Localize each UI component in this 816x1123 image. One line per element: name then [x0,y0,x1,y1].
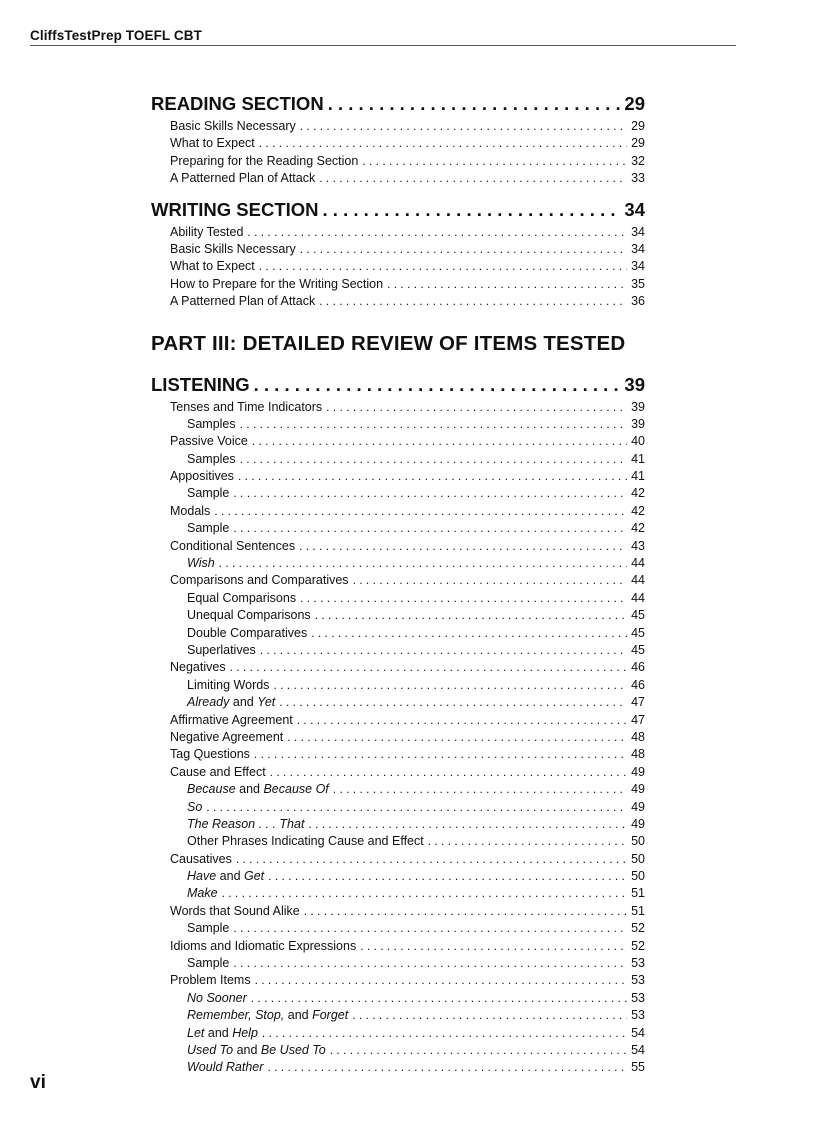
entry-label: Basic Skills Necessary [170,241,296,256]
entry-page: 36 [631,294,645,309]
entry-page: 52 [631,921,645,936]
entry-label: Limiting Words [187,677,270,692]
toc-entry [151,590,645,607]
entry-page: 45 [631,625,645,640]
entry-label: Already and Yet [187,695,276,710]
entry-label: Sample [187,921,230,936]
dot-leader [315,607,627,624]
dot-leader [255,972,628,989]
toc-entry [151,694,645,711]
entry-page: 46 [631,660,645,675]
dot-leader [254,371,621,399]
toc-section-reading [151,90,645,118]
entry-page: 50 [631,869,645,884]
entry-label: Preparing for the Reading Section [170,153,359,168]
toc-entry [151,781,645,798]
entry-page: 42 [631,486,645,501]
toc-entry [151,625,645,642]
dot-leader [287,729,627,746]
entry-label: Idioms and Idiomatic Expressions [170,938,357,953]
entry-page: 33 [631,171,645,186]
entry-page: 40 [631,434,645,449]
entry-page: 50 [631,834,645,849]
toc-entry [151,938,645,955]
dot-leader [333,781,627,798]
entry-label: Affirmative Agreement [170,712,293,727]
dot-leader [233,955,627,972]
toc-entry [151,520,645,537]
entry-label: Tag Questions [170,747,250,762]
toc-entry [151,399,645,416]
entry-page: 53 [631,1008,645,1023]
toc-entry [151,276,645,293]
entry-label: Superlatives [187,642,256,657]
dot-leader [219,555,627,572]
entry-label: Make [187,886,218,901]
toc-entry [151,885,645,902]
toc-entry [151,955,645,972]
toc-entry [151,538,645,555]
dot-leader [259,258,627,275]
entry-label: Have and Get [187,869,265,884]
toc-entry [151,258,645,275]
dot-leader [251,990,627,1007]
entry-label: The Reason . . . That [187,816,305,831]
entry-label: Sample [187,956,230,971]
toc-entry [151,729,645,746]
dot-leader [230,659,628,676]
dot-leader [297,712,627,729]
entry-page: 54 [631,1042,645,1057]
dot-leader [362,153,627,170]
dot-leader [353,572,628,589]
toc-entry [151,868,645,885]
toc-entry [151,485,645,502]
page-number: vi [30,1072,46,1093]
entry-page: 44 [631,556,645,571]
toc-entry [151,816,645,833]
dot-leader [233,920,627,937]
entry-label: Negatives [170,660,226,675]
entry-page: 53 [631,956,645,971]
entry-label: Passive Voice [170,434,248,449]
entry-page: 48 [631,729,645,744]
toc-entry [151,572,645,589]
dot-leader [304,903,627,920]
dot-leader [254,746,627,763]
entry-page: 29 [631,136,645,151]
toc-entry [151,764,645,781]
dot-leader [326,399,627,416]
toc-entry [151,851,645,868]
entry-label: Causatives [170,851,232,866]
dot-leader [387,276,627,293]
section-page: 34 [624,198,645,220]
entry-label: How to Prepare for the Writing Section [170,276,384,291]
entry-page: 49 [631,816,645,831]
dot-leader [252,433,627,450]
entry-page: 32 [631,153,645,168]
entry-label: So [187,799,203,814]
entry-label: A Patterned Plan of Attack [170,294,316,309]
dot-leader [268,868,627,885]
entry-page: 41 [631,451,645,466]
entry-label: What to Expect [170,259,255,274]
entry-label: Equal Comparisons [187,590,297,605]
dot-leader [352,1007,627,1024]
toc-entry [151,659,645,676]
dot-leader [300,590,627,607]
entry-label: Tenses and Time Indicators [170,399,323,414]
entry-label: Samples [187,416,236,431]
dot-leader [311,625,627,642]
toc-entry [151,920,645,937]
table-of-contents [151,90,645,1077]
dot-leader [319,170,627,187]
entry-label: Conditional Sentences [170,538,296,553]
toc-entry [151,1025,645,1042]
dot-leader [328,90,621,118]
toc-entry [151,293,645,310]
dot-leader [319,293,627,310]
entry-page: 29 [631,119,645,133]
toc-entry [151,903,645,920]
toc-entry [151,241,645,258]
entry-page: 34 [631,241,645,256]
dot-leader [300,118,627,135]
dot-leader [260,642,627,659]
toc-entry [151,1042,645,1059]
entry-label: Unequal Comparisons [187,608,311,623]
entry-label: Double Comparatives [187,625,308,640]
entry-page: 44 [631,573,645,588]
entry-page: 49 [631,782,645,797]
toc-entry [151,1059,645,1076]
entry-page: 39 [631,399,645,414]
entry-page: 44 [631,590,645,605]
entry-page: 42 [631,503,645,518]
entry-label: Used To and Be Used To [187,1042,326,1057]
entry-page: 47 [631,712,645,727]
toc-entry [151,642,645,659]
entry-label: Modals [170,503,211,518]
dot-leader [222,885,628,902]
entry-page: 55 [631,1060,645,1075]
entry-page: 41 [631,469,645,484]
toc-entry [151,990,645,1007]
entry-page: 45 [631,642,645,657]
entry-page: 42 [631,521,645,536]
toc-entry [151,1007,645,1024]
entry-label: Because and Because Of [187,782,329,797]
toc-entry [151,833,645,850]
dot-leader [308,816,627,833]
toc-entry [151,416,645,433]
dot-leader [323,196,621,224]
toc-entry [151,503,645,520]
entry-label: Appositives [170,469,234,484]
dot-leader [247,224,627,241]
entry-label: Cause and Effect [170,764,266,779]
dot-leader [236,851,627,868]
toc-entry [151,170,645,187]
entry-label: What to Expect [170,136,255,151]
entry-page: 43 [631,538,645,553]
part-heading: PART III: DETAILED REVIEW OF ITEMS TESTED [151,331,626,355]
dot-leader [360,938,627,955]
entry-label: Would Rather [187,1060,264,1075]
dot-leader [267,1059,627,1076]
entry-label: Samples [187,451,236,466]
dot-leader [238,468,627,485]
dot-leader [206,799,627,816]
entry-page: 53 [631,990,645,1005]
section-title: LISTENING [151,373,250,395]
entry-label: Problem Items [170,973,251,988]
entry-label: Let and Help [187,1025,258,1040]
entry-page: 50 [631,851,645,866]
entry-page: 49 [631,799,645,814]
entry-page: 34 [631,259,645,274]
entry-label: A Patterned Plan of Attack [170,171,316,186]
entry-label: Ability Tested [170,224,244,239]
section-page: 29 [624,93,645,114]
entry-page: 47 [631,695,645,710]
dot-leader [279,694,627,711]
entry-label: No Sooner [187,990,247,1005]
entry-page: 45 [631,608,645,623]
toc-entry [151,433,645,450]
toc-entry [151,135,645,152]
entry-page: 39 [631,416,645,431]
entry-label: Other Phrases Indicating Cause and Effect [187,834,424,849]
dot-leader [299,538,627,555]
entry-page: 54 [631,1025,645,1040]
entry-page: 35 [631,276,645,291]
section-title: WRITING SECTION [151,198,319,220]
toc-entry [151,468,645,485]
dot-leader [233,485,627,502]
entry-label: Words that Sound Alike [170,903,300,918]
entry-page: 51 [631,903,645,918]
section-title: READING SECTION [151,93,324,114]
toc-entry [151,712,645,729]
running-head: CliffsTestPrep TOEFL CBT [30,28,736,46]
toc-entry [151,153,645,170]
entry-label: Basic Skills Necessary [170,119,296,133]
dot-leader [240,451,627,468]
toc-entry [151,118,645,135]
toc-entry [151,972,645,989]
entry-label: Wish [187,556,215,571]
entry-label: Sample [187,521,230,536]
entry-page: 46 [631,677,645,692]
entry-page: 53 [631,973,645,988]
toc-entry [151,224,645,241]
dot-leader [300,241,627,258]
entry-page: 48 [631,747,645,762]
toc-entry [151,555,645,572]
toc-entry [151,607,645,624]
toc-section-listening [151,371,645,399]
dot-leader [214,503,627,520]
dot-leader [273,677,627,694]
toc-entry [151,799,645,816]
dot-leader [330,1042,627,1059]
entry-page: 52 [631,938,645,953]
toc-entry [151,677,645,694]
entry-page: 49 [631,764,645,779]
entry-label: Comparisons and Comparatives [170,573,349,588]
dot-leader [259,135,627,152]
entry-page: 51 [631,886,645,901]
dot-leader [233,520,627,537]
toc-entry [151,746,645,763]
entry-label: Negative Agreement [170,729,284,744]
dot-leader [270,764,627,781]
toc-entry [151,451,645,468]
toc-section-writing [151,196,645,224]
entry-page: 34 [631,224,645,239]
entry-label: Remember, Stop, and Forget [187,1008,349,1023]
dot-leader [240,416,627,433]
dot-leader [262,1025,627,1042]
entry-label: Sample [187,486,230,501]
section-page: 39 [624,373,645,395]
dot-leader [428,833,627,850]
